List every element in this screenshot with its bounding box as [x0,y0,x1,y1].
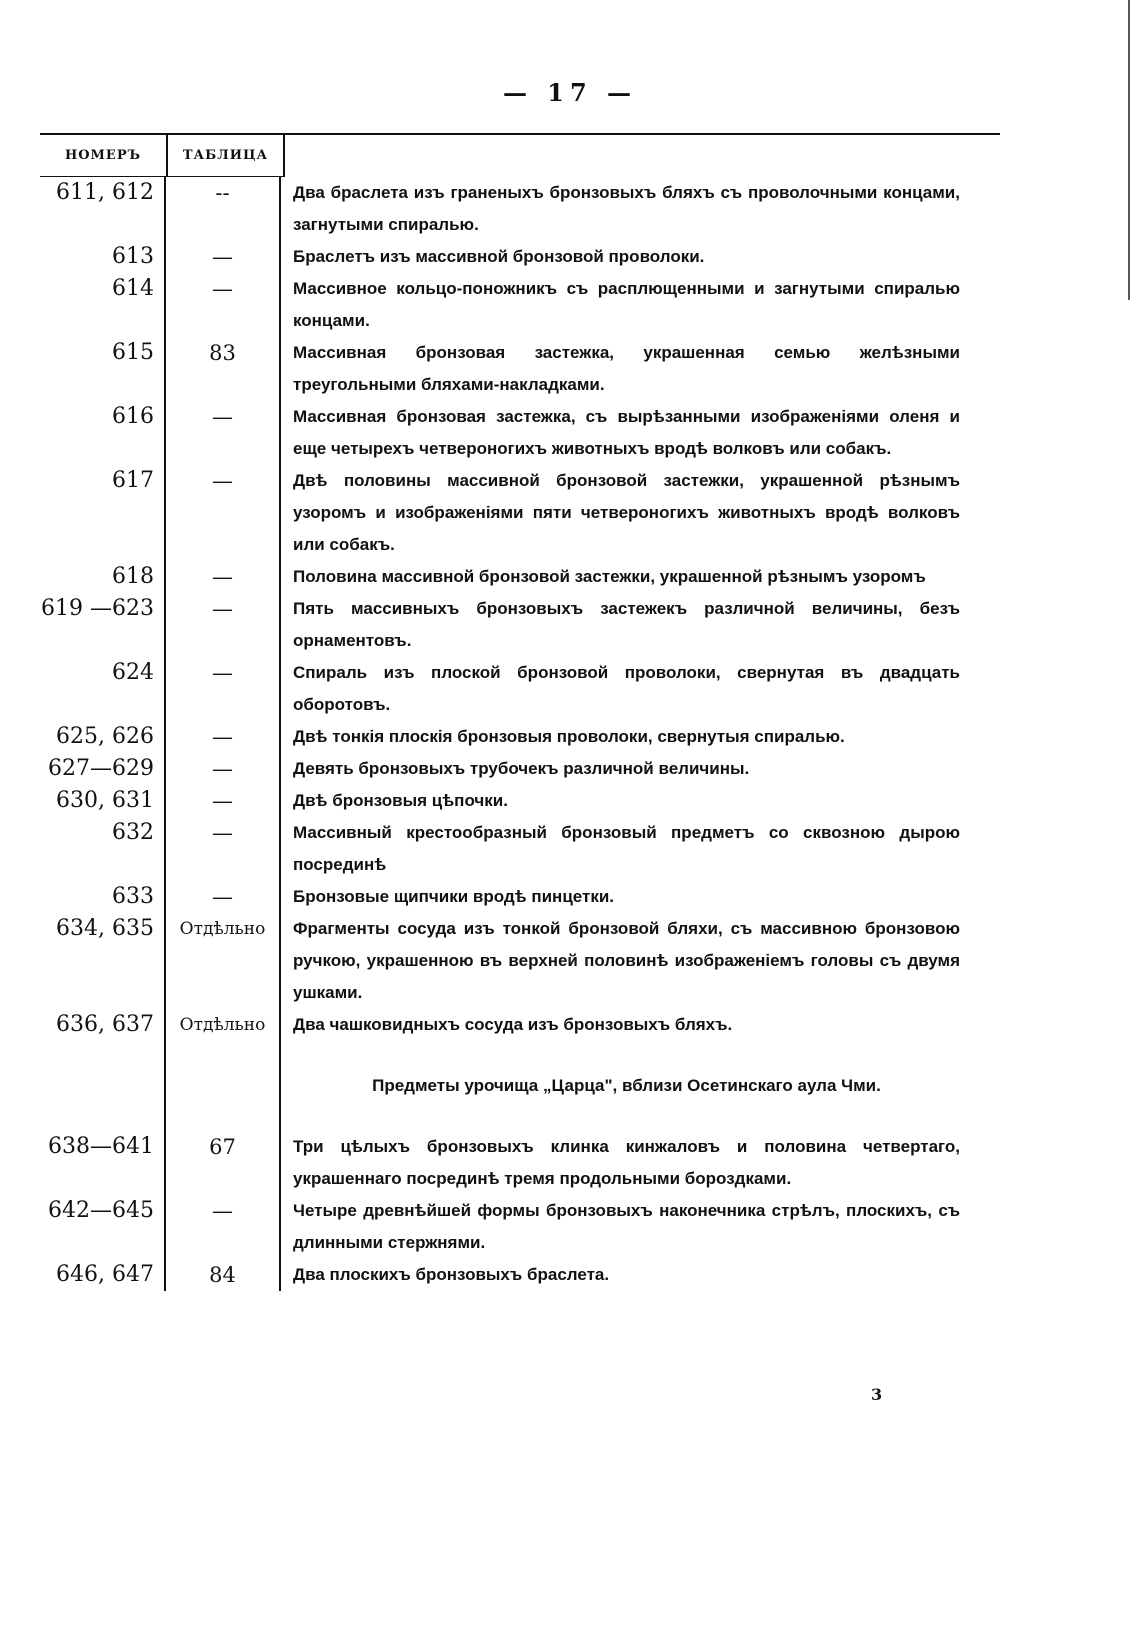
table-row [40,1259,1000,1291]
item-table: — [166,785,281,817]
table-row [40,593,1000,657]
item-description: Массивная бронзовая застежка, украшенная семью желѣзными треугольными бляхами-накладками. [293,343,960,394]
item-description: Половина массивной бронзовой застежки, украшенной рѣзнымъ узоромъ [293,567,926,586]
item-description: Фрагменты сосуда изъ тонкой бронзовой бляхи, съ массивною бронзовою ручкою, украшенною въ верхней половинѣ изображеніемъ головы съ двумя ушками. [293,919,960,1002]
item-table: — [166,401,281,465]
table-row [40,561,1000,593]
item-table: — [166,753,281,785]
table-row [40,1131,1000,1195]
table-row [40,913,1000,1009]
table-header [40,133,1000,177]
item-number: 613 [40,241,166,273]
table-row [40,401,1000,465]
item-description: Девять бронзовыхъ трубочекъ различной величины. [293,759,750,778]
table-body-section [40,1131,1000,1291]
item-number: 627—629 [40,753,166,785]
item-number: 646, 647 [40,1259,166,1291]
item-number: 632 [40,817,166,881]
item-table: — [166,721,281,753]
item-number: 615 [40,337,166,401]
item-description: Два браслета изъ граненыхъ бронзовыхъ бляхъ съ проволочными концами, загнутыми спиралью. [293,183,960,234]
item-table: — [166,817,281,881]
item-table: — [166,593,281,657]
item-number: 642—645 [40,1195,166,1259]
item-number: 638—641 [40,1131,166,1195]
item-description: Браслетъ изъ массивной бронзовой проволоки. [293,247,705,266]
item-number: 619 —623 [40,593,166,657]
item-number: 630, 631 [40,785,166,817]
item-description: Двѣ бронзовыя цѣпочки. [293,791,508,810]
table-row [40,1195,1000,1259]
item-table: 83 [166,337,281,401]
table-row [40,273,1000,337]
item-table: — [166,561,281,593]
table-row [40,657,1000,721]
table-row [40,1009,1000,1041]
section-title: Предметы урочища „Царца", вблизи Осетинскаго аула Чми. [372,1076,881,1095]
table-row [40,465,1000,561]
catalog-table [40,133,1000,1291]
header-table: ТАБЛИЦА [168,135,285,177]
item-number: 611, 612 [40,177,166,241]
table-row [40,241,1000,273]
item-description: Четыре древнѣйшей формы бронзовыхъ наконечника стрѣлъ, плоскихъ, съ длинными стержнями. [293,1201,960,1252]
item-table: — [166,881,281,913]
table-row [40,753,1000,785]
item-description: Массивный крестообразный бронзовый предметъ со сквозною дырою посрединѣ [293,823,960,874]
item-table: 67 [166,1131,281,1195]
item-table: Отдѣльно [166,913,281,1009]
scan-edge-line [1128,0,1130,300]
item-table: -- [166,177,281,241]
item-description: Спираль изъ плоской бронзовой проволоки, свернутая въ двадцать оборотовъ. [293,663,960,714]
item-number: 618 [40,561,166,593]
item-number: 633 [40,881,166,913]
item-table: — [166,657,281,721]
item-table: — [166,1195,281,1259]
table-row [40,881,1000,913]
table-row [40,337,1000,401]
item-number: 625, 626 [40,721,166,753]
table-row [40,817,1000,881]
table-body [40,177,1000,1041]
item-description: Двѣ половины массивной бронзовой застежки, украшенной рѣзнымъ узоромъ и изображеніями пяти четвероногихъ животныхъ вродѣ волковъ или собакъ. [293,471,960,554]
item-number: 636, 637 [40,1009,166,1041]
item-description: Пять массивныхъ бронзовыхъ застежекъ различной величины, безъ орнаментовъ. [293,599,960,650]
item-number: 617 [40,465,166,561]
item-table: — [166,273,281,337]
item-description: Три цѣлыхъ бронзовыхъ клинка кинжаловъ и половина четвертаго, украшеннаго посрединѣ тремя продольными бороздками. [293,1137,960,1188]
item-table: — [166,241,281,273]
item-description: Два плоскихъ бронзовыхъ браслета. [293,1265,610,1284]
item-number: 614 [40,273,166,337]
item-table: — [166,465,281,561]
item-description: Двѣ тонкія плоскія бронзовыя проволоки, свернутыя спиралью. [293,727,845,746]
item-description: Массивная бронзовая застежка, съ вырѣзанными изображеніями оленя и еще четырехъ четвероногихъ животныхъ вродѣ волковъ или собакъ. [293,407,960,458]
item-number: 624 [40,657,166,721]
signature-mark: 3 [871,1385,883,1404]
item-description: Бронзовые щипчики вродѣ пинцетки. [293,887,615,906]
header-number: НОМЕРЪ [40,135,168,177]
item-number: 616 [40,401,166,465]
item-number: 634, 635 [40,913,166,1009]
page-number: — 17 — [502,78,638,107]
item-description: Два чашковидныхъ сосуда изъ бронзовыхъ бляхъ. [293,1015,733,1034]
item-table: Отдѣльно [166,1009,281,1041]
table-row [40,785,1000,817]
item-table: 84 [166,1259,281,1291]
table-row [40,721,1000,753]
table-row [40,177,1000,241]
item-description: Массивное кольцо-поножникъ съ расплющенными и загнутыми спиралью концами. [293,279,960,330]
